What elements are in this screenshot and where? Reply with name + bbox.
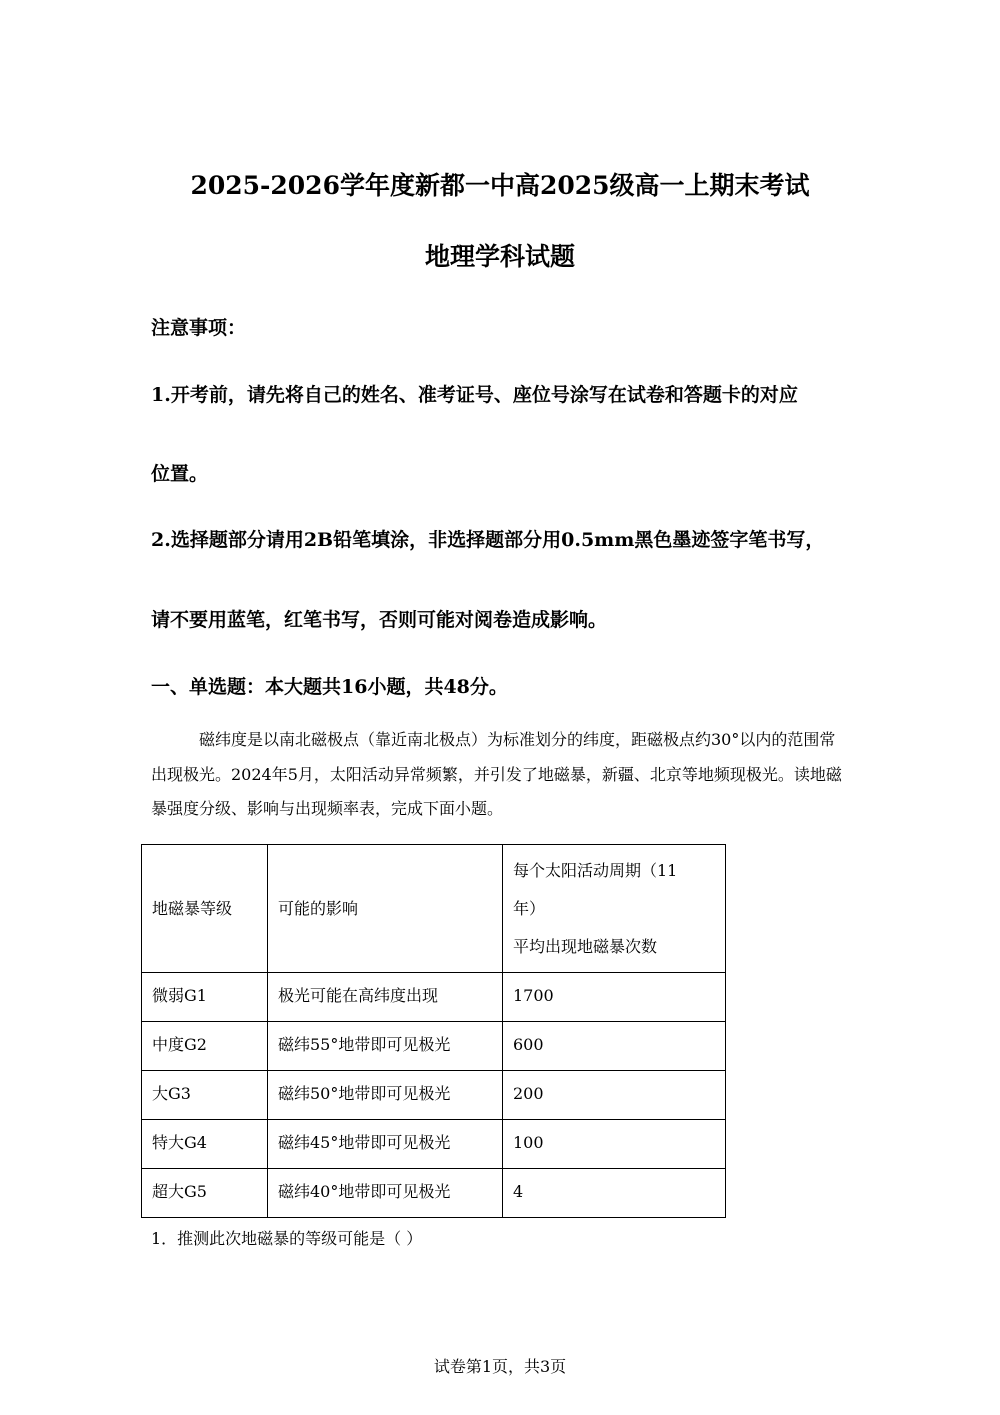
passage-text: 磁纬度是以南北磁极点（靠近南北极点）为标准划分的纬度，距磁极点约30°以内的范围常出现极光。2024年5月，太阳活动异常频繁，并引发了地磁暴，新疆、北京等地频现极光。读地磁暴强度分级、影响与出现频率表，完成下面小题。 (151, 730, 842, 818)
table-header-row (142, 845, 726, 973)
geomagnetic-storm-table (141, 844, 726, 1218)
section-heading: 一、单选题：本大题共16小题，共48分。 (151, 676, 508, 698)
header-count-line-2: 年） (513, 898, 546, 918)
notice-item-1-line-1: 1.开考前，请先将自己的姓名、准考证号、座位号涂写在试卷和答题卡的对应 (151, 384, 798, 406)
notice-item-2-line-1: 2.选择题部分请用2B铅笔填涂，非选择题部分用0.5mm黑色墨迹签字笔书写， (151, 529, 825, 551)
header-count-line-3: 平均出现地磁暴次数 (513, 936, 658, 956)
cell-count: 200 (503, 1071, 726, 1120)
cell-level: 大G3 (142, 1071, 268, 1120)
cell-level: 特大G4 (142, 1120, 268, 1169)
cell-count: 1700 (503, 973, 726, 1022)
cell-count: 100 (503, 1120, 726, 1169)
cell-level: 中度G2 (142, 1022, 268, 1071)
cell-impact: 磁纬40°地带即可见极光 (268, 1169, 503, 1218)
table-row (142, 1169, 726, 1218)
cell-impact: 磁纬45°地带即可见极光 (268, 1120, 503, 1169)
header-count-line-1: 每个太阳活动周期（11 (513, 860, 678, 880)
cell-impact: 磁纬55°地带即可见极光 (268, 1022, 503, 1071)
cell-count: 600 (503, 1022, 726, 1071)
cell-count: 4 (503, 1169, 726, 1218)
header-impact: 可能的影响 (268, 845, 503, 973)
table-row (142, 1071, 726, 1120)
table-row (142, 1120, 726, 1169)
notice-item-1-line-2: 位置。 (151, 463, 209, 485)
cell-impact: 极光可能在高纬度出现 (268, 973, 503, 1022)
page-footer: 试卷第1页，共3页 (433, 1357, 567, 1376)
question-1: 1．推测此次地磁暴的等级可能是（ ） (151, 1229, 423, 1248)
cell-level: 微弱G1 (142, 973, 268, 1022)
table-row (142, 1022, 726, 1071)
cell-impact: 磁纬50°地带即可见极光 (268, 1071, 503, 1120)
header-level: 地磁暴等级 (142, 845, 268, 973)
notice-heading: 注意事项： (151, 317, 247, 339)
exam-title: 2025-2026学年度新都一中高2025级高一上期末考试 (190, 171, 810, 200)
cell-level: 超大G5 (142, 1169, 268, 1218)
table-row (142, 973, 726, 1022)
exam-subtitle: 地理学科试题 (424, 242, 575, 271)
header-count (503, 845, 726, 973)
notice-item-2-line-2: 请不要用蓝笔，红笔书写，否则可能对阅卷造成影响。 (151, 609, 608, 631)
